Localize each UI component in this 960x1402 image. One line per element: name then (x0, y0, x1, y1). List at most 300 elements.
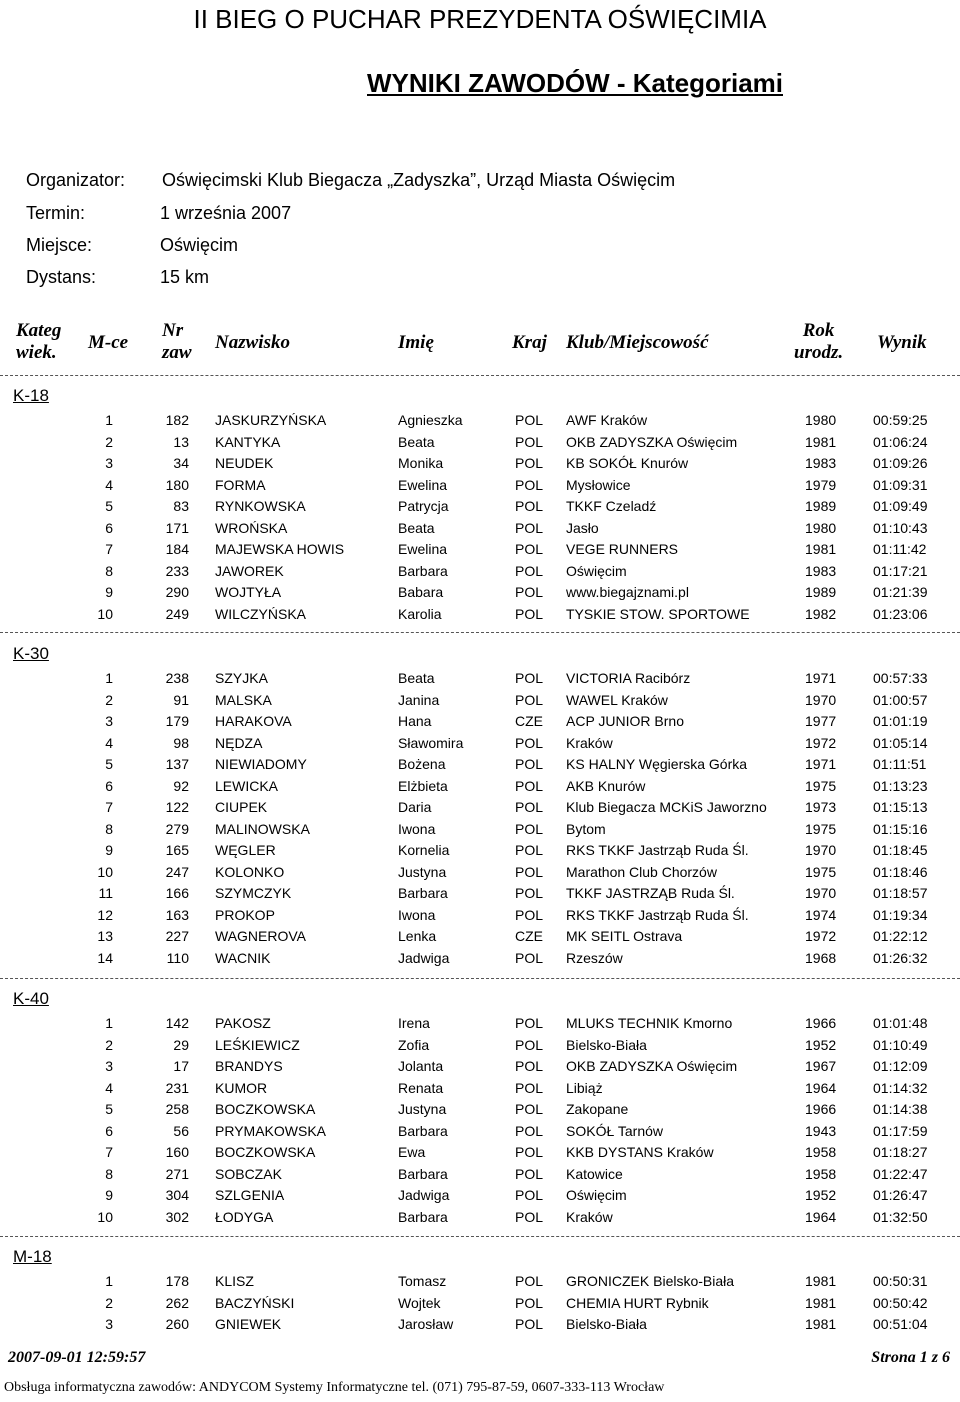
birth-year: 1943 (805, 1122, 837, 1139)
country: POL (515, 541, 544, 557)
page-subtitle: WYNIKI ZAWODÓW - Kategoriami (367, 68, 783, 98)
first-name: Monika (398, 455, 444, 471)
surname: WROŃSKA (215, 519, 288, 536)
place: 9 (105, 1187, 113, 1203)
surname: MAJEWSKA HOWIS (215, 541, 345, 557)
club: Bytom (566, 820, 606, 837)
place: 3 (105, 1316, 113, 1332)
place: 11 (98, 885, 113, 901)
category-label: M-18 (13, 1247, 52, 1266)
place: 3 (105, 1058, 113, 1074)
country: POL (515, 756, 544, 772)
result-time: 01:12:09 (873, 1058, 928, 1074)
place: 4 (105, 1079, 113, 1096)
header-klub: Klub/Miejscowość (566, 332, 709, 353)
place: 9 (105, 584, 113, 600)
table-row (0, 1035, 960, 1055)
birth-year: 1970 (805, 885, 837, 901)
bib-number: 142 (165, 1015, 189, 1031)
country: POL (515, 498, 544, 514)
place: 10 (97, 1208, 113, 1225)
bib-number: 165 (165, 842, 189, 858)
place: 6 (105, 1122, 113, 1139)
surname: BRANDYS (215, 1058, 283, 1074)
header-nr: Nr zaw (162, 320, 192, 363)
result-time: 00:59:25 (873, 412, 928, 428)
country: POL (515, 670, 544, 686)
surname: PAKOSZ (215, 1015, 271, 1031)
country: POL (515, 863, 544, 880)
first-name: Jarosław (398, 1316, 454, 1332)
place: 1 (105, 670, 113, 686)
surname: LEWICKA (215, 777, 279, 794)
table-row (0, 1164, 960, 1184)
country: POL (515, 1316, 544, 1332)
birth-year: 1977 (805, 713, 837, 729)
birth-year: 1971 (805, 756, 837, 772)
surname: MALSKA (215, 691, 272, 708)
info-label: Termin: (26, 203, 86, 223)
result-time: 01:10:43 (873, 519, 928, 536)
birth-year: 1964 (805, 1208, 837, 1225)
birth-year: 1971 (805, 670, 837, 686)
bib-number: 238 (165, 670, 189, 686)
table-row (0, 1078, 960, 1098)
place: 13 (97, 928, 113, 944)
birth-year: 1968 (805, 949, 837, 966)
club: KB SOKÓŁ Knurów (566, 455, 689, 471)
table-row (0, 1099, 960, 1119)
club: VEGE RUNNERS (566, 541, 679, 557)
category-label: K-18 (13, 386, 49, 405)
club: WAWEL Kraków (566, 691, 668, 708)
result-time: 01:09:26 (873, 455, 928, 471)
result-time: 01:09:49 (873, 498, 928, 514)
birth-year: 1958 (805, 1165, 837, 1182)
bib-number: 302 (165, 1208, 189, 1225)
birth-year: 1966 (805, 1015, 837, 1031)
country: POL (515, 1187, 544, 1203)
surname: PROKOP (215, 906, 275, 923)
birth-year: 1982 (805, 605, 837, 622)
first-name: Barbara (398, 562, 448, 579)
table-row (0, 410, 960, 430)
surname: BOCZKOWSKA (215, 1144, 316, 1160)
first-name: Lenka (398, 928, 437, 944)
country: POL (515, 734, 544, 751)
club: ACP JUNIOR Brno (566, 713, 684, 729)
result-time: 00:50:42 (873, 1294, 928, 1311)
country: POL (515, 1273, 544, 1289)
surname: LEŚKIEWICZ (215, 1036, 300, 1053)
birth-year: 1989 (805, 584, 837, 600)
club: RKS TKKF Jastrząb Ruda Śl. (566, 906, 749, 923)
country: POL (515, 820, 544, 837)
bib-number: 290 (165, 584, 189, 600)
category-separator (0, 978, 960, 979)
birth-year: 1981 (805, 1273, 837, 1289)
club: RKS TKKF Jastrząb Ruda Śl. (566, 842, 749, 858)
club: Jasło (566, 519, 599, 536)
first-name: Barbara (398, 1208, 448, 1225)
table-row (0, 1207, 960, 1227)
bib-number: 271 (165, 1165, 189, 1182)
header-wynik: Wynik (877, 332, 927, 353)
country: CZE (515, 928, 543, 944)
info-label: Dystans: (26, 267, 97, 287)
table-row (0, 432, 960, 452)
country: POL (515, 519, 544, 536)
table-row (0, 561, 960, 581)
category-label: K-30 (13, 644, 49, 663)
first-name: Justyna (398, 863, 447, 880)
country: POL (515, 1208, 544, 1225)
first-name: Agnieszka (398, 412, 463, 428)
result-time: 00:51:04 (873, 1316, 928, 1332)
place: 9 (105, 842, 113, 858)
table-row (0, 539, 960, 559)
first-name: Barbara (398, 1165, 448, 1182)
surname: SOBCZAK (215, 1165, 282, 1182)
bib-number: 166 (165, 885, 189, 901)
country: POL (515, 605, 544, 622)
header-rok: Rok urodz. (794, 320, 844, 363)
club: AWF Kraków (566, 412, 648, 428)
info-value: 1 września 2007 (160, 203, 292, 223)
result-time: 01:14:38 (873, 1101, 928, 1117)
result-time: 00:50:31 (873, 1273, 928, 1289)
result-time: 01:13:23 (873, 777, 928, 794)
country: POL (515, 949, 544, 966)
result-time: 01:00:57 (873, 691, 928, 708)
country: POL (515, 842, 544, 858)
result-time: 01:15:16 (873, 820, 928, 837)
first-name: Elżbieta (398, 777, 448, 794)
bib-number: 83 (173, 498, 189, 514)
first-name: Babara (398, 584, 444, 600)
surname: HARAKOVA (215, 713, 292, 729)
place: 14 (97, 949, 113, 966)
first-name: Ewelina (398, 476, 448, 493)
bib-number: 304 (165, 1187, 189, 1203)
club: TYSKIE STOW. SPORTOWE (566, 605, 750, 622)
place: 10 (97, 605, 113, 622)
country: POL (515, 455, 544, 471)
bib-number: 13 (173, 433, 189, 450)
result-time: 01:18:57 (873, 885, 928, 901)
bib-number: 34 (173, 455, 189, 471)
bib-number: 122 (165, 799, 189, 815)
table-row (0, 582, 960, 602)
place: 8 (105, 562, 113, 579)
birth-year: 1972 (805, 928, 837, 944)
club: Libiąż (566, 1079, 603, 1096)
bib-number: 233 (165, 562, 189, 579)
result-time: 01:18:27 (873, 1144, 928, 1160)
table-row (0, 797, 960, 817)
club: Oświęcim (566, 1187, 627, 1203)
club: KS HALNY Węgierska Górka (566, 756, 748, 772)
table-row (0, 840, 960, 860)
birth-year: 1989 (805, 498, 837, 514)
first-name: Karolia (398, 605, 442, 622)
footer-credits: Obsługa informatyczna zawodów: ANDYCOM Systemy Informatyczne tel. (071) 795-87-59, 0607-333-113 Wrocław (4, 1380, 665, 1395)
bib-number: 180 (165, 476, 189, 493)
first-name: Beata (398, 433, 435, 450)
first-name: Beata (398, 670, 435, 686)
header-kraj: Kraj (512, 332, 547, 353)
club: Zakopane (566, 1101, 629, 1117)
result-time: 01:19:34 (873, 906, 928, 923)
result-time: 01:11:51 (873, 756, 927, 772)
place: 1 (105, 1015, 113, 1031)
club: MK SEITL Ostrava (566, 928, 683, 944)
result-time: 01:10:49 (873, 1036, 928, 1053)
bib-number: 178 (165, 1273, 189, 1289)
table-row (0, 862, 960, 882)
birth-year: 1972 (805, 734, 837, 751)
place: 8 (105, 1165, 113, 1182)
club: Bielsko-Biała (566, 1316, 647, 1332)
country: POL (515, 906, 544, 923)
first-name: Jadwiga (398, 949, 450, 966)
club: Bielsko-Biała (566, 1036, 647, 1053)
country: POL (515, 584, 544, 600)
country: POL (515, 562, 544, 579)
bib-number: 182 (165, 412, 189, 428)
country: POL (515, 777, 544, 794)
club: Kraków (566, 1208, 613, 1225)
table-row (0, 1314, 960, 1334)
info-value: Oświęcimski Klub Biegacza „Zadyszka”, Urząd Miasta Oświęcim (162, 170, 676, 190)
first-name: Zofia (398, 1036, 430, 1053)
birth-year: 1952 (805, 1187, 837, 1203)
bib-number: 29 (173, 1036, 189, 1053)
first-name: Bożena (398, 756, 446, 772)
first-name: Hana (398, 713, 432, 729)
surname: JASKURZYŃSKA (215, 412, 327, 428)
first-name: Kornelia (398, 842, 450, 858)
birth-year: 1975 (805, 863, 837, 880)
first-name: Wojtek (398, 1294, 441, 1311)
category-separator (0, 1236, 960, 1237)
result-time: 01:22:47 (873, 1165, 928, 1182)
place: 2 (105, 691, 113, 708)
surname: ŁODYGA (215, 1208, 274, 1225)
surname: WACNIK (215, 949, 271, 966)
place: 1 (105, 412, 113, 428)
bib-number: 91 (173, 691, 189, 708)
country: POL (515, 1101, 544, 1117)
place: 6 (105, 777, 113, 794)
header-kateg: Kateg wiek. (16, 320, 62, 363)
country: POL (515, 1144, 544, 1160)
surname: KOLONKO (215, 863, 285, 880)
first-name: Iwona (398, 820, 436, 837)
club: TKKF JASTRZĄB Ruda Śl. (566, 885, 735, 901)
result-time: 01:01:48 (873, 1015, 928, 1031)
table-row (0, 604, 960, 624)
first-name: Daria (398, 799, 432, 815)
club: SOKÓŁ Tarnów (566, 1122, 664, 1139)
bib-number: 247 (165, 863, 189, 880)
bib-number: 249 (165, 605, 189, 622)
category-separator (0, 375, 960, 376)
birth-year: 1966 (805, 1101, 837, 1117)
info-label: Miejsce: (26, 235, 93, 255)
club: Mysłowice (566, 476, 631, 493)
bib-number: 163 (165, 906, 189, 923)
footer-timestamp: 2007-09-01 12:59:57 (8, 1349, 146, 1366)
table-row (0, 668, 960, 688)
result-time: 01:32:50 (873, 1208, 928, 1225)
country: POL (515, 885, 544, 901)
table-row (0, 1185, 960, 1205)
info-label: Organizator: (26, 170, 126, 190)
info-value: Oświęcim (160, 235, 239, 255)
table-row (0, 475, 960, 495)
surname: PRYMAKOWSKA (215, 1122, 326, 1139)
birth-year: 1975 (805, 820, 837, 837)
club: Marathon Club Chorzów (566, 863, 717, 880)
club: Kraków (566, 734, 613, 751)
bib-number: 279 (165, 820, 189, 837)
table-row (0, 883, 960, 903)
place: 3 (105, 713, 113, 729)
result-time: 01:09:31 (873, 476, 928, 493)
birth-year: 1983 (805, 562, 837, 579)
first-name: Janina (398, 691, 440, 708)
first-name: Ewa (398, 1144, 426, 1160)
place: 12 (97, 906, 113, 923)
result-time: 01:26:32 (873, 949, 928, 966)
table-row (0, 1293, 960, 1313)
result-time: 01:14:32 (873, 1079, 928, 1096)
place: 4 (105, 476, 113, 493)
club: GRONICZEK Bielsko-Biała (566, 1273, 735, 1289)
category-separator (0, 632, 960, 633)
bib-number: 184 (165, 541, 189, 557)
place: 5 (105, 1101, 113, 1117)
place: 2 (105, 433, 113, 450)
country: POL (515, 1058, 544, 1074)
result-time: 01:01:19 (873, 713, 928, 729)
category-label: K-40 (13, 989, 49, 1008)
country: POL (515, 1079, 544, 1096)
result-time: 01:17:59 (873, 1122, 928, 1139)
country: POL (515, 412, 544, 428)
first-name: Beata (398, 519, 435, 536)
page-title: II BIEG O PUCHAR PREZYDENTA OŚWIĘCIMIA (193, 4, 767, 34)
bib-number: 56 (173, 1122, 189, 1139)
country: POL (515, 1036, 544, 1053)
bib-number: 98 (173, 734, 189, 751)
birth-year: 1981 (805, 1294, 837, 1311)
country: POL (515, 1122, 544, 1139)
birth-year: 1981 (805, 433, 837, 450)
first-name: Barbara (398, 885, 448, 901)
country: POL (515, 1015, 544, 1031)
surname: CIUPEK (215, 799, 268, 815)
birth-year: 1979 (805, 476, 837, 493)
club: Katowice (566, 1165, 623, 1182)
country: POL (515, 433, 544, 450)
surname: SZYJKA (215, 670, 268, 686)
birth-year: 1981 (805, 1316, 837, 1332)
bib-number: 231 (165, 1079, 189, 1096)
surname: JAWOREK (215, 562, 284, 579)
place: 10 (97, 863, 113, 880)
place: 7 (105, 1144, 113, 1160)
result-time: 01:06:24 (873, 433, 928, 450)
first-name: Patrycja (398, 498, 449, 514)
country: POL (515, 1165, 544, 1182)
place: 5 (105, 498, 113, 514)
bib-number: 262 (165, 1294, 189, 1311)
bib-number: 92 (173, 777, 189, 794)
bib-number: 171 (165, 519, 189, 536)
surname: GNIEWEK (215, 1316, 282, 1332)
birth-year: 1970 (805, 842, 837, 858)
first-name: Ewelina (398, 541, 448, 557)
table-row (0, 1121, 960, 1141)
table-row (0, 1271, 960, 1291)
surname: NEUDEK (215, 455, 274, 471)
first-name: Irena (398, 1015, 430, 1031)
club: www.biegajznami.pl (566, 584, 689, 600)
club: Rzeszów (566, 949, 623, 966)
club: AKB Knurów (566, 777, 646, 794)
club: Oświęcim (566, 562, 627, 579)
info-value: 15 km (160, 267, 210, 287)
first-name: Sławomira (398, 734, 464, 751)
header-mce: M-ce (88, 332, 129, 353)
header-nazwisko: Nazwisko (215, 332, 290, 353)
country: POL (515, 799, 544, 815)
bib-number: 137 (165, 756, 189, 772)
table-row (0, 948, 960, 968)
result-time: 01:05:14 (873, 734, 928, 751)
surname: RYNKOWSKA (215, 498, 306, 514)
birth-year: 1980 (805, 519, 837, 536)
surname: SZYMCZYK (215, 885, 292, 901)
place: 7 (105, 799, 113, 815)
bib-number: 258 (165, 1101, 189, 1117)
first-name: Jolanta (398, 1058, 444, 1074)
place: 7 (105, 541, 113, 557)
country: POL (515, 1294, 544, 1311)
bib-number: 160 (165, 1144, 189, 1160)
club: OKB ZADYSZKA Oświęcim (566, 433, 738, 450)
table-row (0, 496, 960, 516)
birth-year: 1970 (805, 691, 837, 708)
result-time: 01:23:06 (873, 605, 928, 622)
surname: WĘGLER (215, 842, 276, 858)
club: Klub Biegacza MCKiS Jaworzno (566, 799, 767, 815)
bib-number: 260 (165, 1316, 189, 1332)
table-row (0, 453, 960, 473)
birth-year: 1975 (805, 777, 837, 794)
birth-year: 1967 (805, 1058, 837, 1074)
table-row (0, 819, 960, 839)
country: POL (515, 691, 544, 708)
birth-year: 1980 (805, 412, 837, 428)
surname: NĘDZA (215, 734, 263, 751)
place: 2 (105, 1036, 113, 1053)
header-imie: Imię (398, 332, 434, 353)
surname: KANTYKA (215, 433, 281, 450)
birth-year: 1958 (805, 1144, 837, 1160)
